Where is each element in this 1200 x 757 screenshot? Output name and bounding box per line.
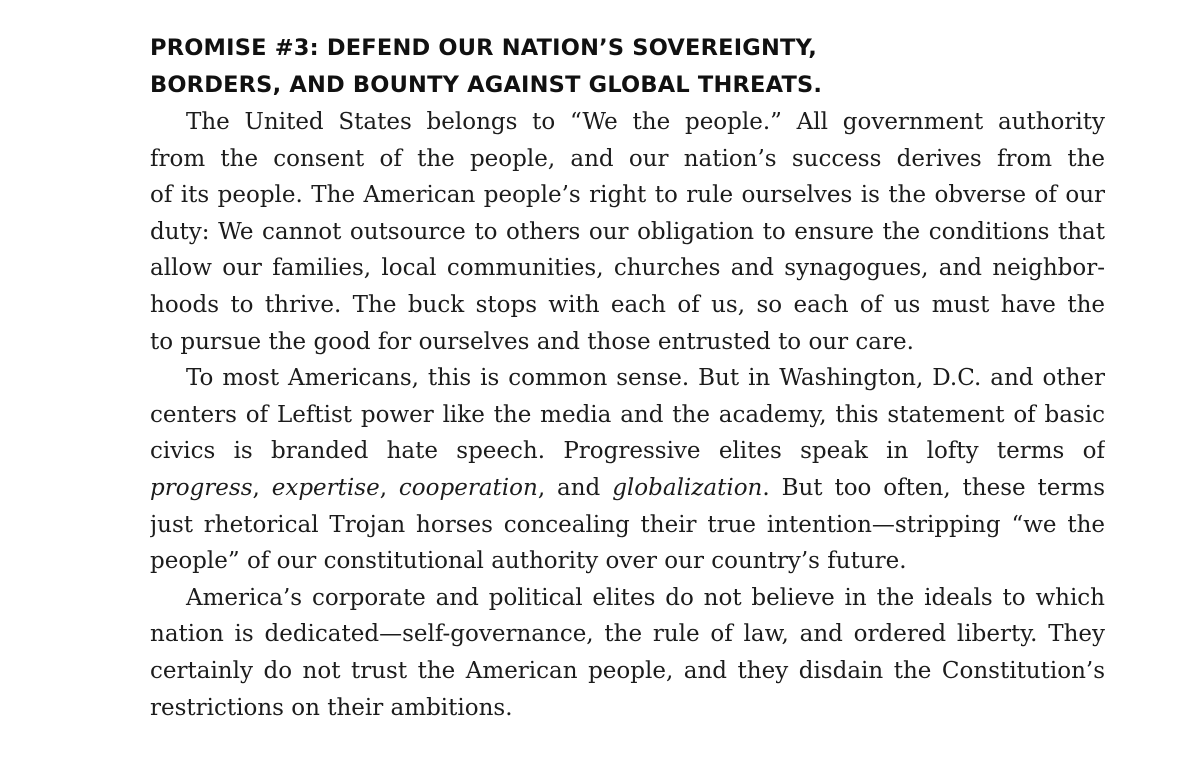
paragraph: [150, 104, 1105, 360]
text-run: centers of Leftist power like the media and the academy, this statement of basic: [150, 401, 1105, 428]
text-line: [150, 177, 1105, 214]
text-run: certainly do not trust the American people, and they disdain the Constitution’s: [150, 657, 1105, 684]
text-run: nation is dedicated—self-governance, the rule of law, and ordered liberty. They: [150, 621, 1105, 648]
text-line: [150, 690, 1105, 727]
text-line: [150, 543, 1105, 580]
text-run: people” of our constitutional authority over our country’s future.: [150, 548, 907, 575]
book-page: [150, 30, 1105, 726]
text-run: civics is branded hate speech. Progressive elites speak in lofty terms of: [150, 438, 1105, 465]
text-run: of its people. The American people’s right to rule ourselves is the obverse of our: [150, 182, 1105, 209]
text-run: , and: [537, 474, 613, 501]
text-run: allow our families, local communities, churches and synagogues, and neighbor-: [150, 255, 1105, 282]
heading-line: BORDERS, AND BOUNTY AGAINST GLOBAL THREATS.: [150, 72, 823, 98]
text-run: America’s corporate and political elites do not believe in the ideals to which: [186, 584, 1105, 611]
text-line: [150, 287, 1105, 324]
text-run: just rhetorical Trojan horses concealing their true intention—stripping “we the: [150, 511, 1105, 538]
paragraph: [150, 360, 1105, 580]
text-line: [150, 507, 1105, 544]
text-run: . But too often, these terms: [762, 474, 1105, 501]
italic-term: expertise: [271, 474, 380, 501]
italic-term: globalization: [612, 474, 763, 501]
text-run: To most Americans, this is common sense. But in Washington, D.C. and other: [186, 365, 1105, 392]
text-run: to pursue the good for ourselves and those entrusted to our care.: [150, 328, 914, 355]
paragraph: [150, 580, 1105, 726]
text-line: [150, 653, 1105, 690]
text-line: [150, 397, 1105, 434]
text-run: The United States belongs to “We the people.” All government authority: [186, 109, 1105, 135]
text-run: ,: [379, 474, 399, 501]
text-run: duty: We cannot outsource to others our obligation to ensure the conditions that: [150, 218, 1105, 245]
text-run: from the consent of the people, and our nation’s success derives from the: [150, 145, 1105, 172]
text-line: [150, 470, 1105, 507]
text-line: [150, 580, 1105, 617]
text-line: [150, 214, 1105, 251]
text-line: [150, 324, 1105, 361]
text-line: [150, 104, 1105, 141]
body-text: [150, 104, 1105, 726]
text-run: ,: [252, 474, 272, 501]
heading-line: PROMISE #3: DEFEND OUR NATION’S SOVEREIGNTY,: [150, 35, 818, 61]
section-heading: [150, 30, 1105, 104]
text-line: [150, 141, 1105, 178]
text-run: restrictions on their ambitions.: [150, 694, 513, 721]
text-line: [150, 250, 1105, 287]
text-run: hoods to thrive. The buck stops with each of us, so each of us must have the: [150, 291, 1105, 318]
text-line: [150, 360, 1105, 397]
text-line: [150, 433, 1105, 470]
italic-term: progress: [150, 474, 253, 501]
text-line: [150, 616, 1105, 653]
italic-term: cooperation: [398, 474, 538, 501]
